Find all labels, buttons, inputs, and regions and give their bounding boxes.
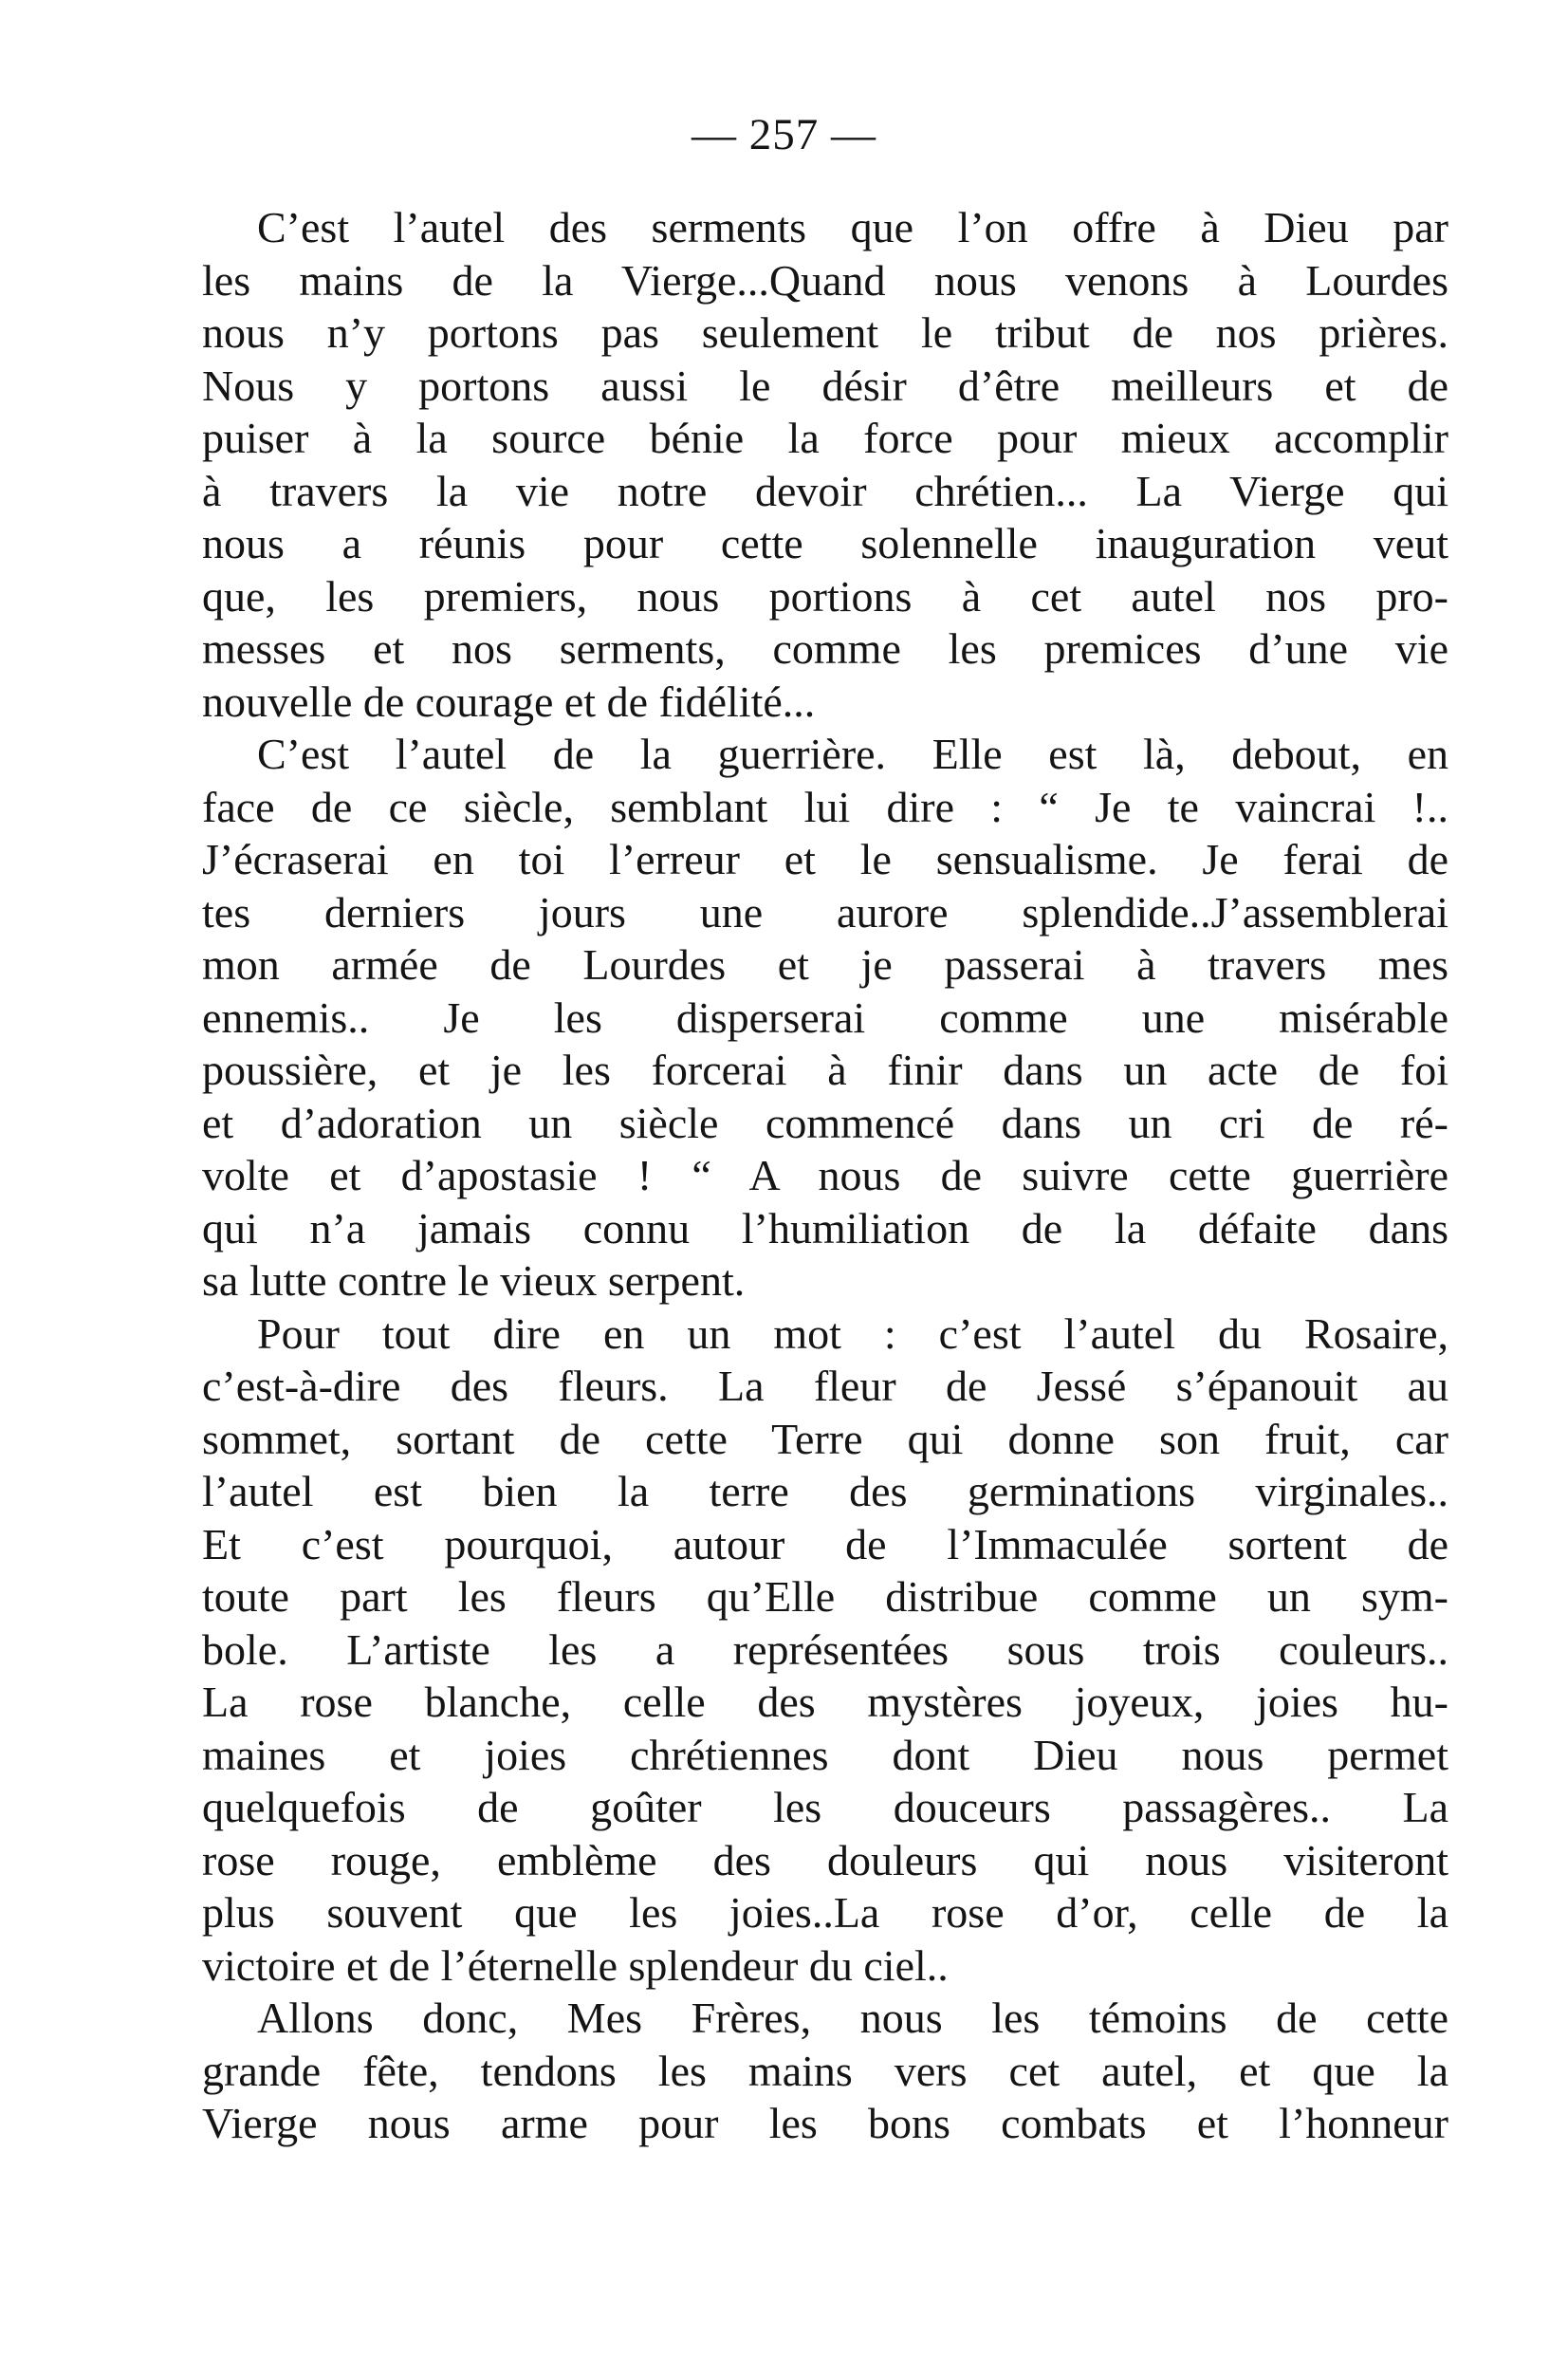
text-line: poussière, et je les forcerai à finir dans un acte de foi — [202, 1046, 1448, 1094]
text-line: Pour tout dire en un mot : c’est l’autel du Rosaire, — [257, 1308, 1448, 1358]
text-line: C’est l’autel de la guerrière. Elle est là, debout, en — [257, 730, 1448, 778]
text-line: victoire et de l’éternelle splendeur du ciel.. — [202, 1940, 949, 1990]
paragraph — [202, 201, 1448, 728]
text-line: quelquefois de goûter les douceurs passagères.. La — [202, 1783, 1448, 1831]
text-line: que, les premiers, nous portions à cet autel nos pro- — [202, 571, 1448, 621]
paragraph — [202, 1308, 1448, 1993]
text-line: maines et joies chrétiennes dont Dieu nous permet — [202, 1730, 1448, 1779]
paragraph — [202, 1992, 1448, 2150]
text-line: sa lutte contre le vieux serpent. — [202, 1256, 746, 1305]
text-line: nouvelle de courage et de fidélité... — [202, 677, 816, 726]
text-line: l’autel est bien la terre des germinations virginales.. — [202, 1467, 1448, 1515]
text-line: J’écraserai en toi l’erreur et le sensualisme. Je ferai de — [202, 835, 1448, 883]
text-line: grande fête, tendons les mains vers cet autel, et que la — [202, 2046, 1448, 2095]
text-line: à travers la vie notre devoir chrétien... La Vierge qui — [202, 466, 1448, 515]
text-line: tes derniers jours une aurore splendide..J’assemblerai — [202, 887, 1448, 937]
text-line: plus souvent que les joies..La rose d’or, celle de la — [202, 1888, 1448, 1937]
paragraph — [202, 728, 1448, 1308]
text-line: messes et nos serments, comme les premices d’une vie — [202, 624, 1448, 673]
text-line: toute part les fleurs qu’Elle distribue comme un sym- — [202, 1572, 1448, 1621]
text-line: rose rouge, emblème des douleurs qui nous visiteront — [202, 1835, 1448, 1884]
text-line: face de ce siècle, semblant lui dire : “ Je te vaincrai !.. — [202, 782, 1448, 831]
text-line: puiser à la source bénie la force pour mieux accomplir — [202, 414, 1448, 462]
text-line: Vierge nous arme pour les bons combats et l’honneur — [202, 2099, 1448, 2147]
text-line: c’est-à-dire des fleurs. La fleur de Jessé s’épanouit au — [202, 1362, 1448, 1410]
text-line: et d’adoration un siècle commencé dans un cri de ré- — [202, 1098, 1448, 1147]
text-line: qui n’a jamais connu l’humiliation de la défaite dans — [202, 1203, 1448, 1252]
text-line: mon armée de Lourdes et je passerai à travers mes — [202, 940, 1448, 989]
text-line: nous a réunis pour cette solennelle inauguration veut — [202, 519, 1448, 567]
text-line: Nous y portons aussi le désir d’être meilleurs et de — [202, 361, 1448, 410]
text-line: nous n’y portons pas seulement le tribut de nos prières. — [202, 308, 1448, 357]
text-line: volte et d’apostasie ! “ A nous de suivre cette guerrière — [202, 1151, 1448, 1199]
text-line: bole. L’artiste les a représentées sous trois couleurs.. — [202, 1624, 1448, 1674]
text-line: les mains de la Vierge...Quand nous venons à Lourdes — [202, 255, 1448, 305]
text-line: Et c’est pourquoi, autour de l’Immaculée sortent de — [202, 1519, 1448, 1568]
text-line: sommet, sortant de cette Terre qui donne son fruit, car — [202, 1414, 1448, 1463]
text-line: Allons donc, Mes Frères, nous les témoins de cette — [257, 1994, 1448, 2042]
body-text — [202, 201, 1448, 2150]
page-number: — 257 — — [692, 110, 876, 159]
text-line: La rose blanche, celle des mystères joyeux, joies hu- — [202, 1678, 1448, 1726]
text-line: ennemis.. Je les disperserai comme une misérable — [202, 992, 1448, 1042]
text-line: C’est l’autel des serments que l’on offre à Dieu par — [257, 203, 1448, 251]
